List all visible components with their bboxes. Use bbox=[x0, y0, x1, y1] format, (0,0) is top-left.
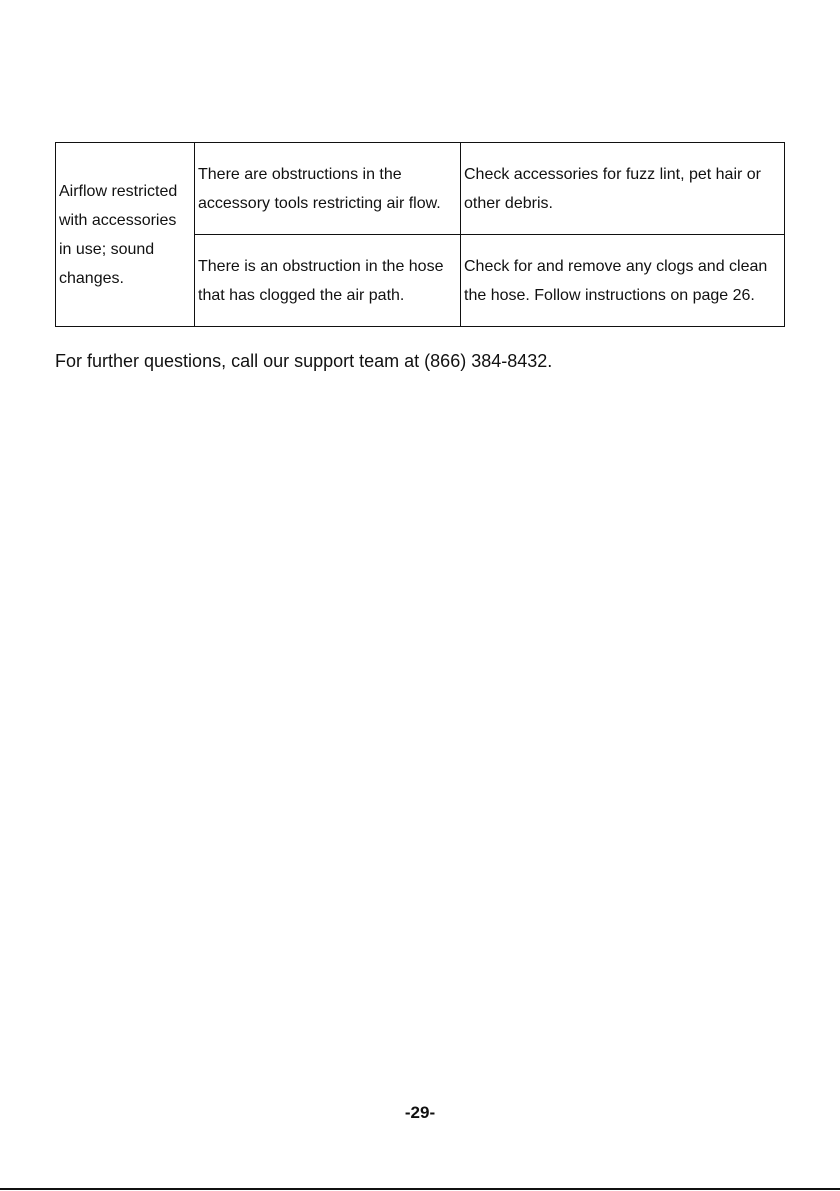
cause-text: There is an obstruction in the hose that has clogged the air path. bbox=[198, 258, 444, 304]
problem-text: Airflow restricted with accessories in use; sound changes. bbox=[59, 183, 178, 287]
support-note: For further questions, call our support team at (866) 384-8432. bbox=[55, 351, 553, 371]
solution-text: Check accessories for fuzz lint, pet hair or other debris. bbox=[464, 166, 762, 212]
problem-cell bbox=[56, 143, 195, 327]
bottom-divider bbox=[0, 1188, 840, 1190]
solution-cell bbox=[461, 235, 785, 327]
page-number: -29- bbox=[404, 1103, 436, 1122]
troubleshooting-table bbox=[55, 142, 785, 327]
table-row bbox=[56, 143, 785, 235]
solution-text: Check for and remove any clogs and clean the hose. Follow instructions on page 26. bbox=[464, 258, 768, 304]
cause-text: There are obstructions in the accessory tools restricting air flow. bbox=[198, 166, 441, 212]
cause-cell bbox=[195, 143, 461, 235]
solution-cell bbox=[461, 143, 785, 235]
cause-cell bbox=[195, 235, 461, 327]
